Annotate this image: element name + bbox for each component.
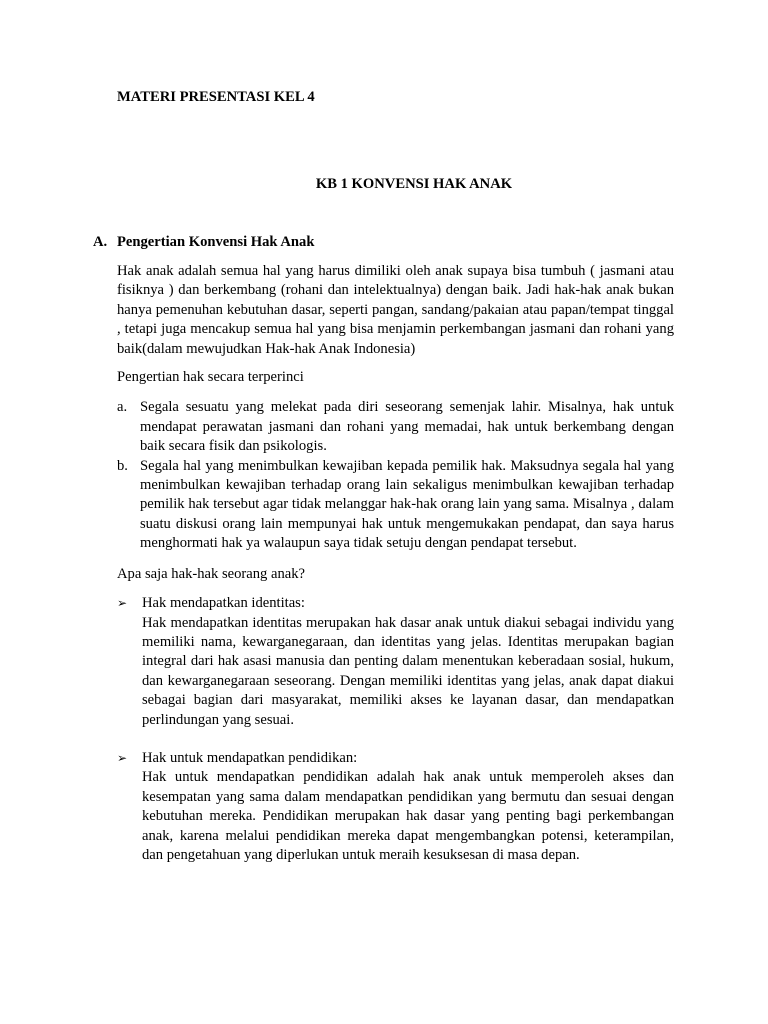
list-marker: b. <box>117 457 128 474</box>
section-content <box>117 262 674 865</box>
right-title: Hak untuk mendapatkan pendidikan: <box>142 749 358 766</box>
list-marker: a. <box>117 399 128 416</box>
section-heading <box>93 233 314 252</box>
right-title: Hak mendapatkan identitas: <box>142 595 305 612</box>
kb-title: KB 1 KONVENSI HAK ANAK <box>315 176 513 192</box>
definition-text: Segala hal yang menimbulkan kewajiban kepada pemilik hak. Maksudnya segala hal yang menimbulkan kewajiban terhadap orang lain sekaligus menimbulkan kewajiban terhadap pemilik hak tersebut agar tidak melanggar hak-hak orang lain yang sama. Misalnya , dalam suatu diskusi orang lain mempunyai hak untuk mengemukakan pendapat, dan saya harus menghormati hak ya walaupun saya tidak setuju dengan pendapat tersebut. <box>140 457 674 552</box>
section-heading-text: Pengertian Konvensi Hak Anak <box>117 234 315 250</box>
right-item <box>117 749 674 865</box>
section-letter: A. <box>93 234 108 250</box>
definition-text: Segala sesuatu yang melekat pada diri seseorang semenjak lahir. Misalnya, hak untuk mendapat perawatan jasmani dan rohani yang memadai, hak untuk berkembang dengan baik secara fisik dan psikologis. <box>140 399 674 455</box>
rights-question: Apa saja hak-hak seorang anak? <box>117 565 306 582</box>
intro-paragraph: Hak anak adalah semua hal yang harus dimiliki oleh anak supaya bisa tumbuh ( jasmani atau fisiknya ) dan berkembang (rohani dan intelektualnya) dengan baik. Jadi hak-hak anak bukan hanya pemenuhan kebutuhan dasar, seperti pangan, sandang/pakaian atau papan/tempat tinggal , tetapi juga mencakup semua hal yang bisa menjamin perkembangan jasmani dan rohani yang baik(dalam mewujudkan Hak-hak Anak Indonesia) <box>117 263 674 357</box>
arrow-bullet-icon: ➢ <box>117 596 128 611</box>
definition-item <box>117 457 674 554</box>
document-title: MATERI PRESENTASI KEL 4 <box>117 89 315 105</box>
right-description: Hak mendapatkan identitas merupakan hak dasar anak untuk diakui sebagai individu yang memiliki nama, kewarganegaraan, dan identitas yang jelas. Identitas merupakan bagian integral dari hak asasi manusia dan penting dalam menentukan keberadaan sosial, hukum, dan kewarganegaraan seseorang. Dengan memiliki identitas yang jelas, anak dapat diakui sebagai bagian dari masyarakat, memiliki akses ke layanan dasar, dan mendapatkan perlindungan yang sesuai. <box>142 614 674 728</box>
right-body <box>142 749 674 865</box>
rights-list <box>117 594 674 865</box>
definitions-list <box>117 398 674 553</box>
right-body <box>142 594 674 730</box>
right-item <box>117 594 674 730</box>
definition-item <box>117 398 674 456</box>
arrow-bullet-icon: ➢ <box>117 750 128 765</box>
right-description: Hak untuk mendapatkan pendidikan adalah hak anak untuk memperoleh akses dan kesempatan yang sama dalam mendapatkan pendidikan yang bermutu dan sesuai dengan kebutuhan mereka. Pendidikan merupakan hak dasar yang penting bagi perkembangan anak, karena melalui pendidikan mereka dapat mengembangkan potensi, keterampilan, dan pengetahuan yang diperlukan untuk meraih kesuksesan di masa depan. <box>142 769 674 863</box>
definitions-subheading: Pengertian hak secara terperinci <box>117 369 304 386</box>
